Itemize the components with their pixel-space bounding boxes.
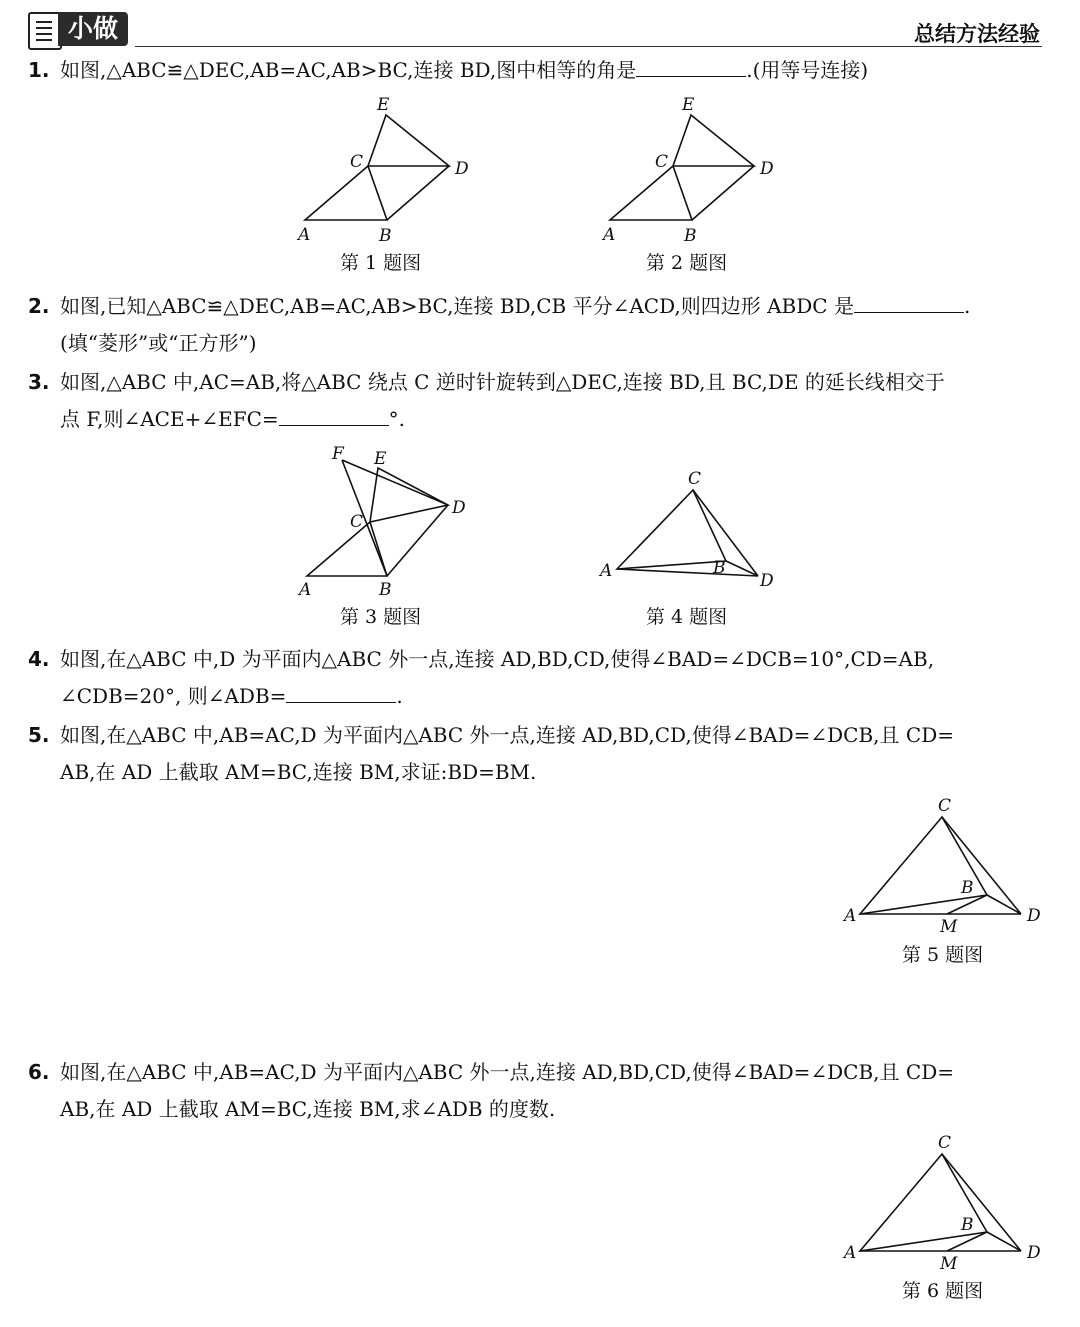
point-label-b: B [961, 1215, 974, 1235]
point-label-m: M [940, 1254, 958, 1274]
point-label-b: B [713, 558, 726, 578]
point-label-d: D [760, 571, 774, 591]
point-label-c: C [938, 796, 952, 816]
point-label-e: E [682, 95, 695, 115]
point-label-a: A [844, 1243, 857, 1263]
figure-caption-5: 第 5 题图 [902, 944, 984, 966]
header-title: 总结方法经验 [914, 22, 1040, 46]
question-text-line2: 点 F,则∠ACE+∠EFC= [60, 407, 279, 431]
question-text: 如图,已知△ABC≌△DEC,AB=AC,AB>BC,连接 BD,CB 平分∠ACD,则四边形 ABDC 是 [60, 294, 854, 318]
point-label-a: A [298, 225, 311, 245]
question-text-tail: .(用等号连接) [746, 58, 869, 82]
question-number: 6. [28, 1060, 50, 1084]
triangle-abc [860, 1154, 987, 1251]
point-label-b: B [379, 226, 392, 246]
figure-caption-2: 第 2 题图 [646, 252, 728, 274]
question-text-line2: ∠CDB=20°, 则∠ADB= [60, 684, 287, 708]
question-text: 如图,△ABC≌△DEC,AB=AC,AB>BC,连接 BD,图中相等的角是 [60, 58, 637, 82]
point-label-b: B [961, 878, 974, 898]
point-label-a: A [299, 580, 312, 600]
point-label-c: C [350, 512, 364, 532]
point-label-b: B [684, 226, 697, 246]
question-text: 如图,在△ABC 中,AB=AC,D 为平面内△ABC 外一点,连接 AD,BD,CD,使得∠BAD=∠DCB,且 CD= [60, 1060, 954, 1084]
figure-caption-6: 第 6 题图 [902, 1280, 984, 1302]
point-label-e: E [377, 95, 390, 115]
question-text: 如图,在△ABC 中,AB=AC,D 为平面内△ABC 外一点,连接 AD,BD,CD,使得∠BAD=∠DCB,且 CD= [60, 723, 954, 747]
point-label-d: D [760, 159, 774, 179]
question-number: 5. [28, 723, 50, 747]
question-number: 2. [28, 294, 50, 318]
question-text: 如图,△ABC 中,AC=AB,将△ABC 绕点 C 逆时针旋转到△DEC,连接 BD,且 BC,DE 的延长线相交于 [60, 370, 945, 394]
point-label-c: C [350, 152, 364, 172]
point-label-c: C [938, 1133, 952, 1153]
question-text-tail: . [963, 294, 971, 318]
point-label-d: D [1027, 906, 1041, 926]
point-label-a: A [603, 225, 616, 245]
point-label-b: B [379, 580, 392, 600]
point-label-c: C [688, 469, 702, 489]
point-label-m: M [940, 917, 958, 937]
point-label-a: A [600, 561, 613, 581]
question-text-tail: °. [388, 407, 405, 431]
point-label-d: D [1027, 1243, 1041, 1263]
question-text-line2: (填“菱形”或“正方形”) [60, 331, 257, 355]
point-label-d: D [452, 498, 466, 518]
point-label-f: F [332, 444, 344, 464]
question-text-line2: AB,在 AD 上截取 AM=BC,连接 BM,求证:BD=BM. [60, 760, 537, 784]
point-label-d: D [455, 159, 469, 179]
figure-caption-3: 第 3 题图 [340, 606, 422, 628]
question-text: 如图,在△ABC 中,D 为平面内△ABC 外一点,连接 AD,BD,CD,使得∠BAD=∠DCB=10°,CD=AB, [60, 647, 935, 671]
section-badge-label: 小做 [58, 12, 128, 46]
figure-caption-4: 第 4 题图 [646, 606, 728, 628]
question-text-line2: AB,在 AD 上截取 AM=BC,连接 BM,求∠ADB 的度数. [60, 1097, 556, 1121]
point-label-e: E [374, 449, 387, 469]
point-label-c: C [655, 152, 669, 172]
figure-caption-1: 第 1 题图 [340, 252, 422, 274]
question-number: 3. [28, 370, 50, 394]
point-label-a: A [844, 906, 857, 926]
question-number: 4. [28, 647, 50, 671]
segment-bd [987, 1232, 1021, 1251]
question-number: 1. [28, 58, 50, 82]
question-text-tail: . [396, 684, 403, 708]
